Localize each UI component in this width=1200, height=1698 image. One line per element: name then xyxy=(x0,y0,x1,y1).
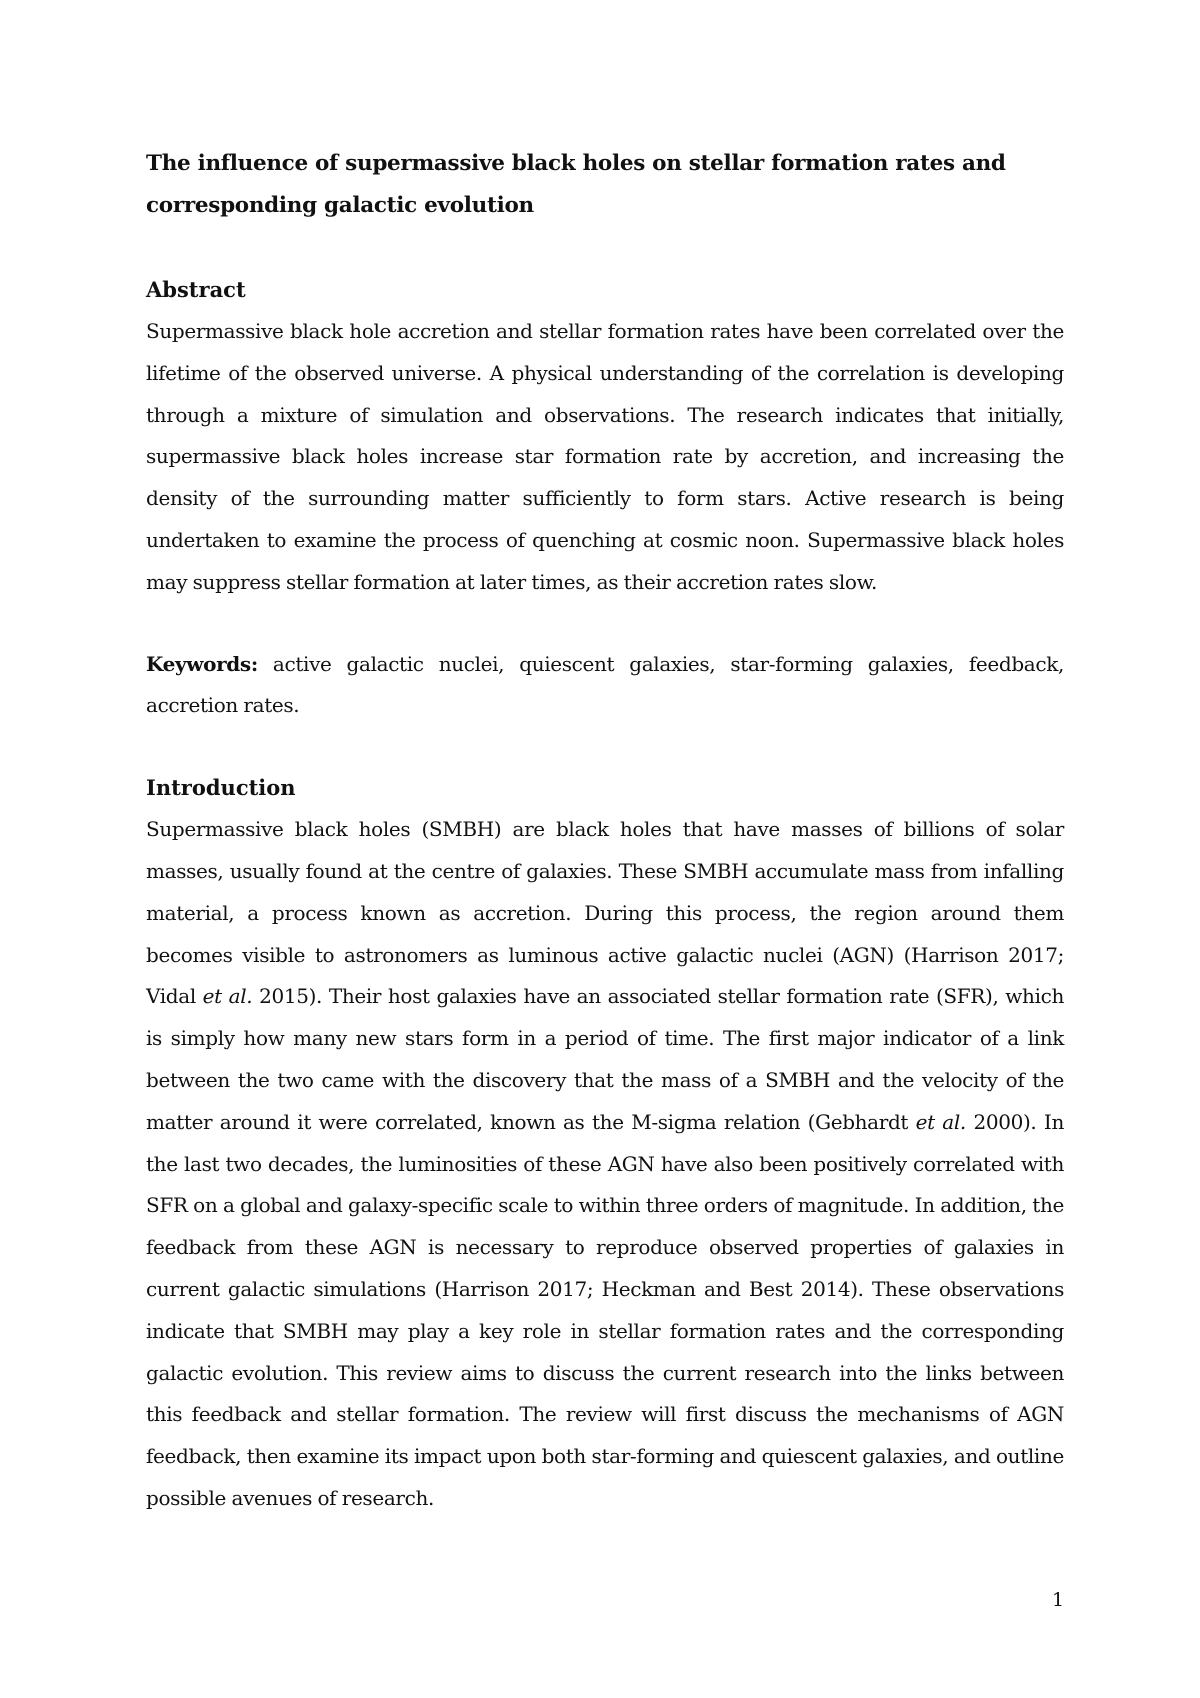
keywords-text: active galactic nuclei, quiescent galaxies, star-forming galaxies, feedback, accretion rates. xyxy=(146,651,1064,718)
page-number: 1 xyxy=(1052,1589,1065,1611)
abstract-heading: Abstract xyxy=(146,277,246,302)
introduction-text xyxy=(146,809,1064,1520)
keywords-label: Keywords: xyxy=(146,651,258,676)
intro-part-2: 2015). Their host galaxies have an associated stellar formation rate (SFR), which is simply how many new stars form in a period of time. The first major indicator of a link between the two came with the discovery that the mass of a SMBH and the velocity of the matter around it were correlated, known as the M-sigma relation (Gebhardt xyxy=(146,984,1065,1134)
introduction-heading: Introduction xyxy=(146,775,296,801)
keywords-paragraph xyxy=(146,644,1064,728)
intro-part-3: 2000). In the last two decades, the luminosities of these AGN have also been positively correlated with SFR on a global and galaxy-specific scale to within three orders of magnitude. In addition, the feedback from these AGN is necessary to reproduce observed properties of galaxies in current galactic simulations (Harrison 2017; Heckman and Best 2014). These observations indicate that SMBH may play a key role in stellar formation rates and the corresponding galactic evolution. This review aims to discuss the current research into the links between this feedback and stellar formation. The review will first discuss the mechanisms of AGN feedback, then examine its impact upon both star-forming and quiescent galaxies, and outline possible avenues of research. xyxy=(146,1109,1064,1510)
paper-title: The influence of supermassive black holes on stellar formation rates and corresponding galactic evolution xyxy=(146,151,1006,218)
citation-et-al: et al. xyxy=(915,1109,966,1134)
spacer xyxy=(146,227,1064,269)
citation-et-al: et al. xyxy=(202,984,253,1009)
intro-part-1: Supermassive black holes (SMBH) are black holes that have masses of billions of solar masses, usually found at the centre of galaxies. These SMBH accumulate mass from infalling material, a process known as accretion. During this process, the region around them becomes visible to astronomers as luminous active galactic nuclei (AGN) (Harrison 2017; Vidal xyxy=(146,817,1064,1009)
spacer xyxy=(146,727,1064,767)
page-content xyxy=(146,143,1064,1520)
spacer xyxy=(146,604,1064,644)
abstract-text: Supermassive black hole accretion and stellar formation rates have been correlated over the lifetime of the observed universe. A physical understanding of the correlation is developing through a mixture of simulation and observations. The research indicates that initially, supermassive black holes increase star formation rate by accretion, and increasing the density of the surrounding matter sufficiently to form stars. Active research is being undertaken to examine the process of quenching at cosmic noon. Supermassive black holes may suppress stellar formation at later times, as their accretion rates slow. xyxy=(146,319,1064,594)
